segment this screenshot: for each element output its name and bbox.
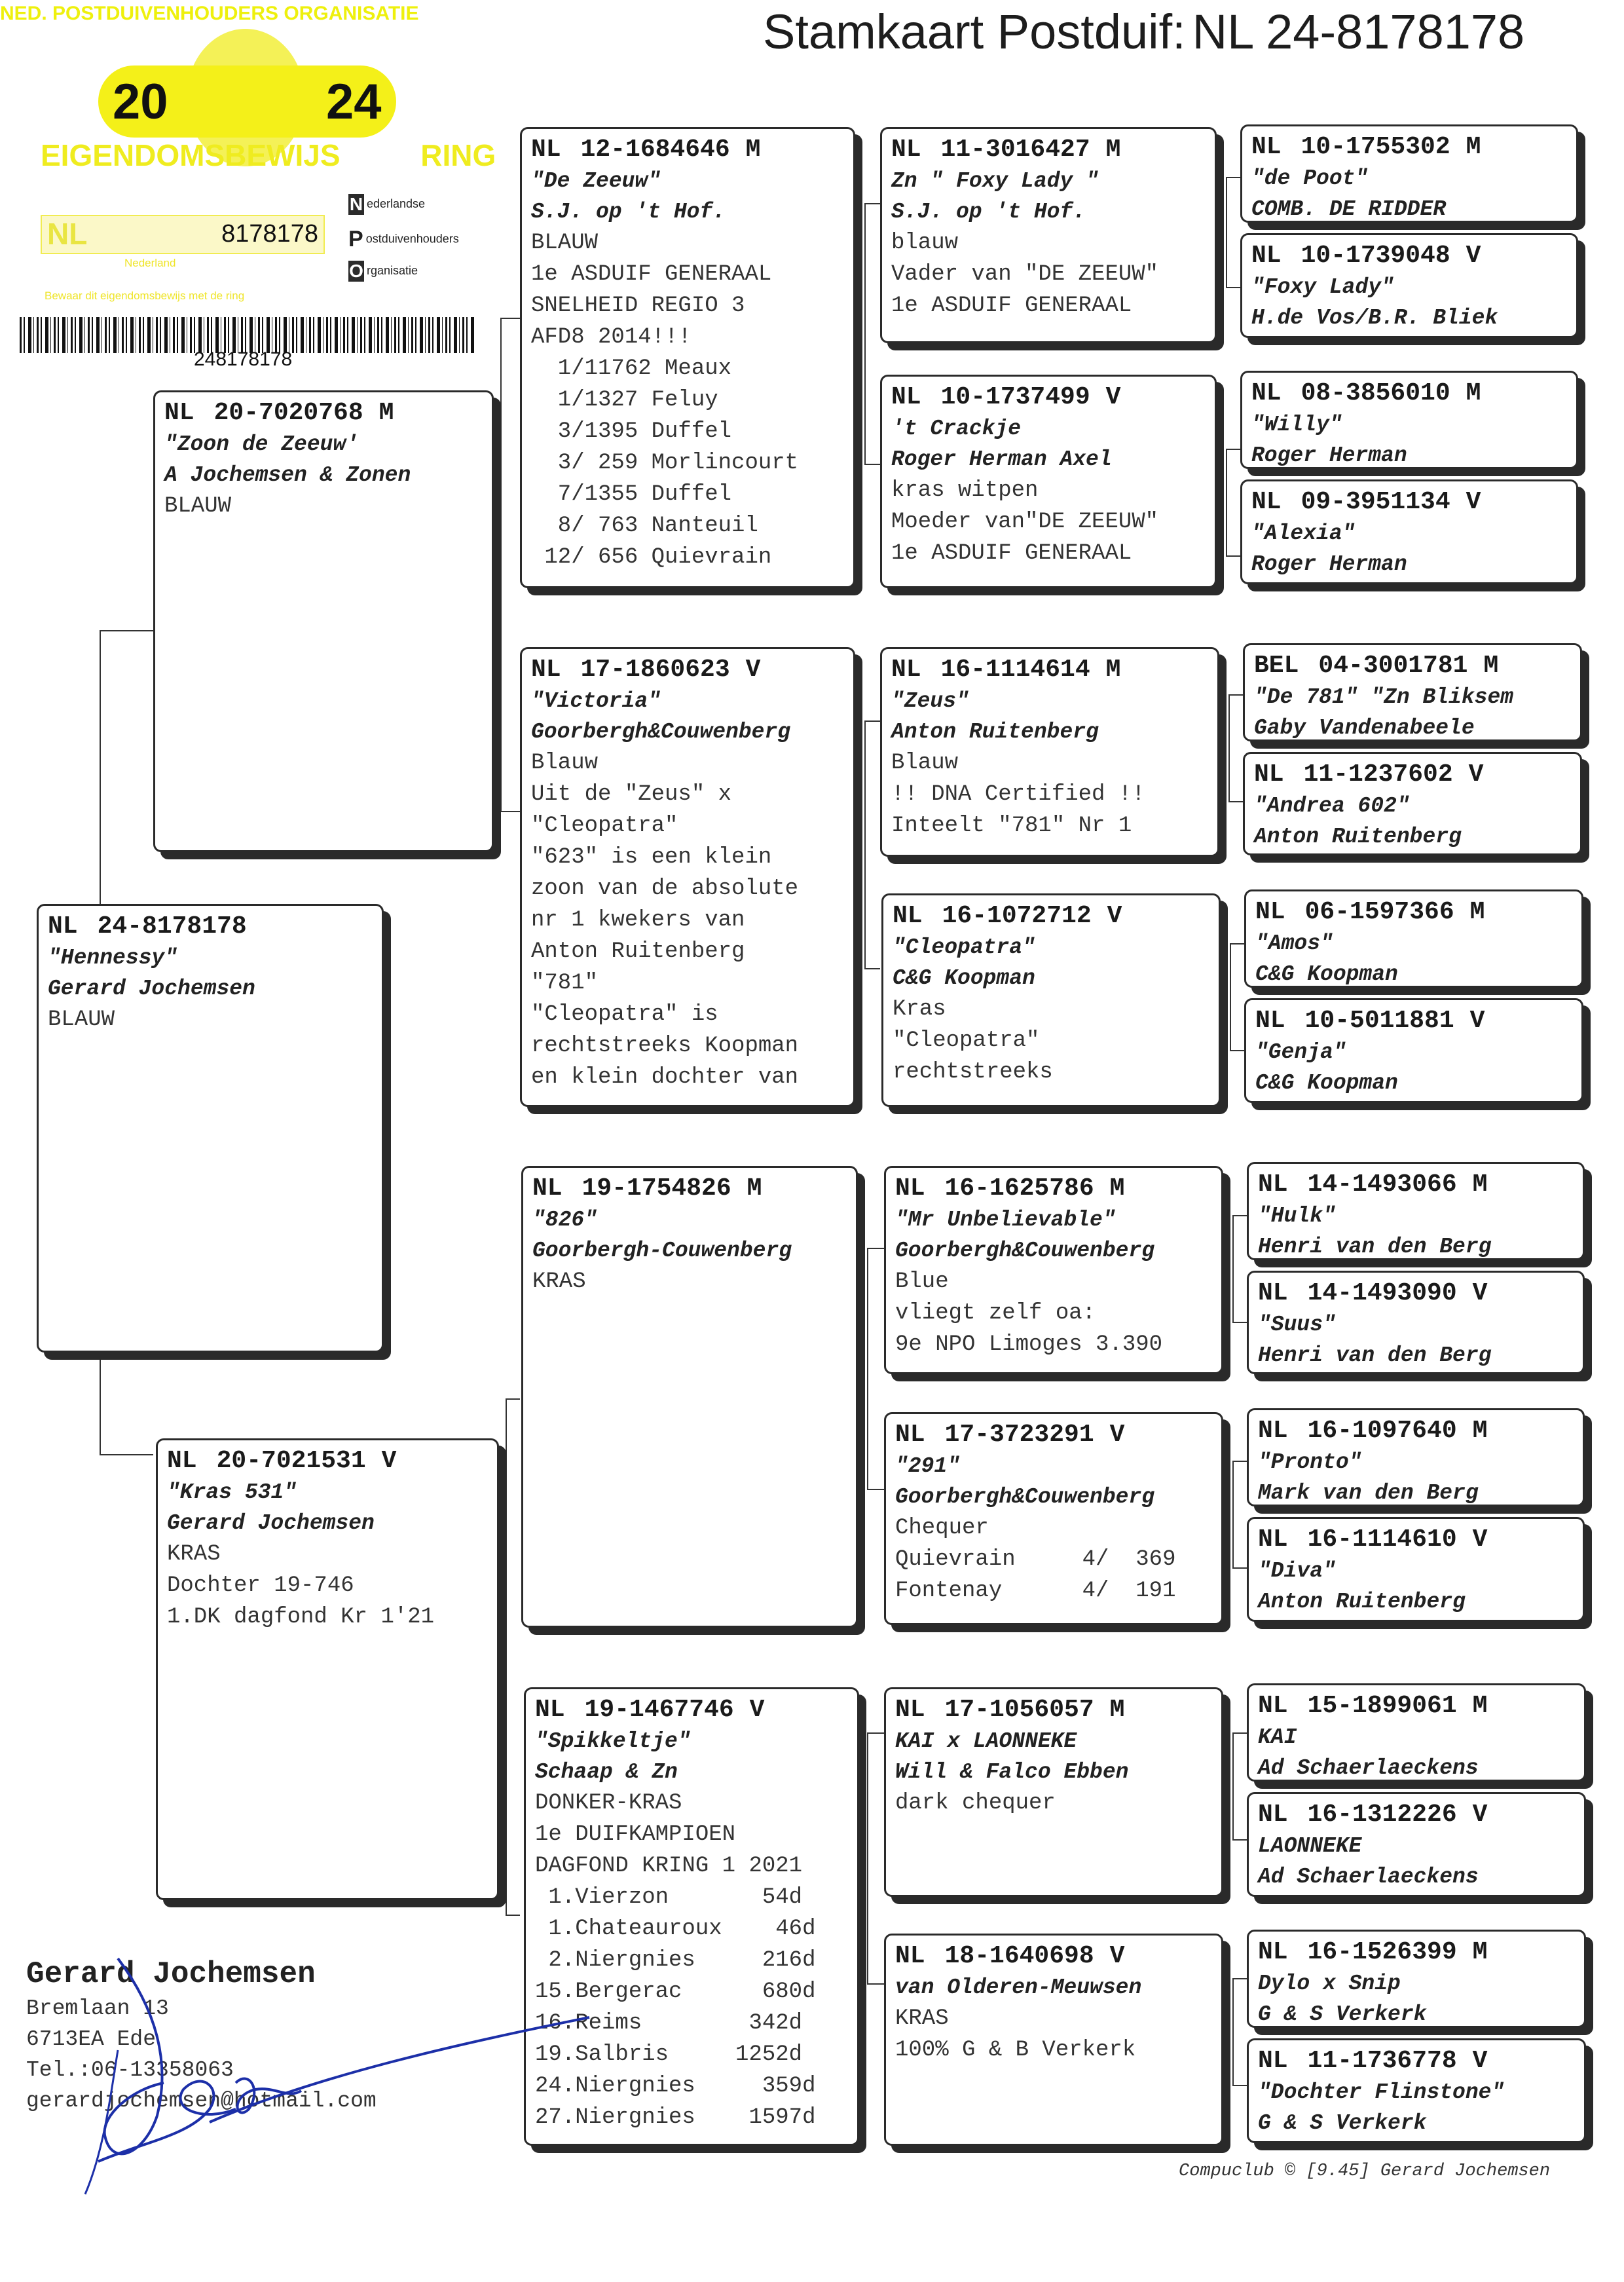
org-header: NED. POSTDUIVENHOUDERS ORGANISATIE xyxy=(0,3,419,24)
pigeon-breeder: Goorbergh&Couwenberg xyxy=(531,720,791,744)
pigeon-breeder: Will & Falco Ebben xyxy=(895,1760,1129,1784)
pigeon-name: Dylo x Snip xyxy=(1258,1972,1401,1996)
pigeon-card-subject: NL 24-8178178 "Hennessy" Gerard Jochemsen BLAUW xyxy=(37,904,384,1353)
pigeon-breeder: S.J. op 't Hof. xyxy=(891,200,1086,224)
pigeon-breeder: S.J. op 't Hof. xyxy=(531,200,726,224)
ownership-title: EIGENDOMSBEWIJS RING xyxy=(41,138,496,172)
pigeon-card-ssdd: NL 09-3951134 V "Alexia" Roger Herman xyxy=(1240,479,1578,584)
pigeon-card-dam: NL 20-7021531 V "Kras 531" Gerard Jochemsen KRAS Dochter 19-746 1.DK dagfond Kr 1'21 xyxy=(156,1438,499,1900)
pigeon-name: "Diva" xyxy=(1258,1559,1336,1583)
pigeon-name: "de Poot" xyxy=(1251,166,1369,191)
pigeon-name: LAONNEKE xyxy=(1258,1834,1362,1858)
pigeon-breeder: Schaap & Zn xyxy=(535,1760,678,1784)
connector-sd xyxy=(864,720,880,969)
pigeon-name: KAI xyxy=(1258,1725,1297,1749)
footer-credit: Compuclub © [9.45] Gerard Jochemsen xyxy=(1179,2161,1551,2181)
pigeon-name: "291" xyxy=(895,1454,961,1478)
year-left: 20 xyxy=(113,74,168,130)
pigeon-card-sds: NL 16-1114614 M "Zeus" Anton Ruitenberg Blauw !! DNA Certified !! Inteelt "781" Nr 1 xyxy=(880,647,1219,857)
barcode-number: 248178178 xyxy=(194,348,293,370)
connector-dd xyxy=(867,1732,884,1985)
pigeon-breeder: H.de Vos/B.R. Bliek xyxy=(1251,306,1498,330)
pigeon-name: 't Crackje xyxy=(891,417,1022,441)
pigeon-name: "Kras 531" xyxy=(167,1480,297,1505)
pigeon-name: "826" xyxy=(532,1208,598,1232)
pigeon-breeder: Anton Ruitenberg xyxy=(1254,825,1462,849)
connector-ss xyxy=(864,203,880,465)
pigeon-name: "Zeus" xyxy=(891,689,969,713)
pigeon-name: "Suus" xyxy=(1258,1313,1336,1337)
small-text-country: Nederland xyxy=(124,257,176,269)
connector-dds xyxy=(1232,1732,1247,1841)
pigeon-breeder: G & S Verkerk xyxy=(1258,2002,1427,2027)
pigeon-name: Zn " Foxy Lady " xyxy=(891,169,1099,193)
pigeon-breeder: Goorbergh&Couwenberg xyxy=(895,1485,1155,1509)
pigeon-breeder: Goorbergh-Couwenberg xyxy=(532,1239,792,1263)
pigeon-breeder: COMB. DE RIDDER xyxy=(1251,197,1447,221)
pigeon-name: "Mr Unbelievable" xyxy=(895,1208,1116,1232)
npo-line-3: O rganisatie xyxy=(349,261,418,281)
pigeon-breeder: Ad Schaerlaeckens xyxy=(1258,1756,1479,1780)
pigeon-breeder: Ad Schaerlaeckens xyxy=(1258,1865,1479,1889)
pigeon-name: KAI x LAONNEKE xyxy=(895,1729,1077,1753)
pigeon-breeder: van Olderen-Meuwsen xyxy=(895,1975,1142,2000)
pigeon-card-dsds: NL 16-1097640 M "Pronto" Mark van den Berg xyxy=(1247,1408,1585,1506)
pigeon-breeder: Henri van den Berg xyxy=(1258,1235,1492,1259)
connector-sss xyxy=(1226,177,1240,288)
pigeon-name: "Genja" xyxy=(1255,1040,1346,1064)
pigeon-breeder: Mark van den Berg xyxy=(1258,1481,1479,1505)
pigeon-card-dsd: NL 17-3723291 V "291" Goorbergh&Couwenberg Chequer Quievrain 4/ 369 Fontenay 4/ 191 xyxy=(884,1412,1223,1625)
pigeon-card-dds: NL 17-1056057 M KAI x LAONNEKE Will & Falco Ebben dark chequer xyxy=(884,1687,1223,1897)
pigeon-breeder: Gerard Jochemsen xyxy=(48,977,255,1001)
pigeon-card-ssd: NL 10-1737499 V 't Crackje Roger Herman Axel kras witpen Moeder van"DE ZEEUW" 1e ASDUIF GENERAAL xyxy=(880,375,1217,588)
pigeon-card-sd: NL 17-1860623 V "Victoria" Goorbergh&Couwenberg Blauw Uit de "Zeus" x "Cleopatra" "623" is een klein zoon van de absolute nr 1 kwekers van Anton Ruitenberg "781" "Cleopatra" is rechtstreeks Koopman en klein dochter van xyxy=(520,647,855,1107)
pigeon-card-dsdd: NL 16-1114610 V "Diva" Anton Ruitenberg xyxy=(1247,1517,1585,1622)
npo-line-1: N ederlandse xyxy=(349,194,426,214)
pigeon-name: "Pronto" xyxy=(1258,1450,1362,1474)
pigeon-name: "Cleopatra" xyxy=(893,935,1035,960)
connector-dam xyxy=(506,1398,520,1916)
pigeon-card-sddd: NL 10-5011881 V "Genja" C&G Koopman xyxy=(1244,998,1583,1103)
small-text-instruction: Bewaar dit eigendomsbewijs met de ring xyxy=(45,290,245,302)
pigeon-name: "De 781" "Zn Bliksem xyxy=(1254,685,1514,709)
pigeon-name: "Willy" xyxy=(1251,413,1342,437)
npo-line-2: Postduivenhouders xyxy=(348,227,459,252)
pigeon-name: "Amos" xyxy=(1255,931,1333,956)
pigeon-card-ss: NL 12-1684646 M "De Zeeuw" S.J. op 't Hof. BLAUW 1e ASDUIF GENERAAL SNELHEID REGIO 3 AFD8 2014!!! 1/11762 Meaux 1/1327 Feluy 3/1395 Duffel 3/ 259 Morlincourt 7/1355 Duffel 8/ 763 Nanteuil 12/ 656 Quievrain xyxy=(520,127,855,588)
connector-ds xyxy=(867,1248,884,1490)
owner-phone: Tel.:06-13358063 xyxy=(26,2058,234,2082)
pigeon-name: "Dochter Flinstone" xyxy=(1258,2080,1505,2104)
pigeon-breeder: Gerard Jochemsen xyxy=(167,1511,375,1535)
pigeon-card-ddsd: NL 16-1312226 V LAONNEKE Ad Schaerlaeckens xyxy=(1247,1792,1586,1897)
owner-address: Bremlaan 13 xyxy=(26,1996,169,2021)
signature-icon xyxy=(39,1919,694,2207)
pigeon-card-sssd: NL 10-1739048 V "Foxy Lady" H.de Vos/B.R. Bliek xyxy=(1240,233,1578,338)
pigeon-breeder: Roger Herman Axel xyxy=(891,447,1112,472)
pigeon-breeder: Goorbergh&Couwenberg xyxy=(895,1239,1155,1263)
pigeon-breeder: Gaby Vandenabeele xyxy=(1254,716,1475,740)
pigeon-breeder: A Jochemsen & Zonen xyxy=(164,463,411,487)
pigeon-name: "Andrea 602" xyxy=(1254,794,1410,818)
connector-dsd xyxy=(1232,1461,1247,1569)
pigeon-card-ssds: NL 08-3856010 M "Willy" Roger Herman xyxy=(1240,371,1578,469)
year-right: 24 xyxy=(326,74,382,130)
pigeon-breeder: Anton Ruitenberg xyxy=(891,720,1099,744)
pigeon-name: "Foxy Lady" xyxy=(1251,275,1394,299)
connector-sdd xyxy=(1230,943,1244,1051)
pigeon-breeder: C&G Koopman xyxy=(1255,962,1398,986)
pigeon-card-ddss: NL 15-1899061 M KAI Ad Schaerlaeckens xyxy=(1247,1683,1586,1782)
owner-postcode: 6713EA Ede xyxy=(26,2027,157,2051)
pigeon-breeder: Henri van den Berg xyxy=(1258,1343,1492,1368)
pigeon-card-dss: NL 16-1625786 M "Mr Unbelievable" Goorbergh&Couwenberg Blue vliegt zelf oa: 9e NPO Limoges 3.390 xyxy=(884,1166,1223,1374)
pigeon-card-dd: NL 19-1467746 V "Spikkeltje" Schaap & Zn DONKER-KRAS 1e DUIFKAMPIOEN DAGFOND KRING 1 2021 1.Vierzon 54d 1.Chateauroux 46d 2.Niergnies 216d 15.Bergerac 680d 16.Reims 342d 19.Salbris 1252d 24.Niergnies 359d 27.Niergnies 1597d xyxy=(524,1687,859,2146)
pigeon-card-ddds: NL 16-1526399 M Dylo x Snip G & S Verkerk xyxy=(1247,1930,1586,2028)
pigeon-breeder: C&G Koopman xyxy=(1255,1071,1398,1095)
owner-email: gerardjochemsen@hotmail.com xyxy=(26,2089,377,2113)
pigeon-name: "Hennessy" xyxy=(48,946,178,970)
barcode xyxy=(20,317,475,353)
pigeon-name: "Victoria" xyxy=(531,689,661,713)
pigeon-card-sss: NL 11-3016427 M Zn " Foxy Lady " S.J. op 't Hof. blauw Vader van "DE ZEEUW" 1e ASDUIF GENERAAL xyxy=(880,127,1217,343)
pigeon-breeder: Roger Herman xyxy=(1251,443,1407,468)
pigeon-card-dsss: NL 14-1493066 M "Hulk" Henri van den Berg xyxy=(1247,1162,1585,1260)
pigeon-breeder: Anton Ruitenberg xyxy=(1258,1590,1466,1614)
pigeon-card-sdds: NL 06-1597366 M "Amos" C&G Koopman xyxy=(1244,889,1583,988)
pigeon-card-sire: NL 20-7020768 M "Zoon de Zeeuw' A Jochemsen & Zonen BLAUW xyxy=(153,390,494,852)
pigeon-card-ds: NL 19-1754826 M "826" Goorbergh-Couwenberg KRAS xyxy=(521,1166,858,1628)
pigeon-card-sdd: NL 16-1072712 V "Cleopatra" C&G Koopman Kras "Cleopatra" rechtstreeks xyxy=(881,893,1221,1107)
pigeon-name: "De Zeeuw" xyxy=(531,169,661,193)
pigeon-name: "Hulk" xyxy=(1258,1204,1336,1228)
owner-name: Gerard Jochemsen xyxy=(26,1957,316,1991)
pigeon-name: "Spikkeltje" xyxy=(535,1729,691,1753)
pigeon-breeder: C&G Koopman xyxy=(893,966,1035,990)
connector-dss xyxy=(1232,1215,1247,1323)
pigeon-name: "Alexia" xyxy=(1251,521,1356,546)
connector-ssd xyxy=(1226,449,1240,557)
pigeon-card-ssss: NL 10-1755302 M "de Poot" COMB. DE RIDDER xyxy=(1240,124,1578,223)
pigeon-card-sdss: BEL 04-3001781 M "De 781" "Zn Bliksem Gaby Vandenabeele xyxy=(1243,643,1582,741)
page-title: Stamkaart Postduif: NL 24-8178178 xyxy=(763,5,1525,59)
connector-ddd xyxy=(1232,1978,1247,2086)
pigeon-name: "Zoon de Zeeuw' xyxy=(164,432,360,457)
pigeon-breeder: Roger Herman xyxy=(1251,552,1407,576)
connector-sds xyxy=(1228,694,1243,802)
pigeon-card-dddd: NL 11-1736778 V "Dochter Flinstone" G & S Verkerk xyxy=(1247,2038,1586,2143)
pigeon-card-ddd: NL 18-1640698 V van Olderen-Meuwsen KRAS 100% G & B Verkerk xyxy=(884,1934,1223,2146)
pigeon-breeder: G & S Verkerk xyxy=(1258,2111,1427,2135)
pigeon-card-sdsd: NL 11-1237602 V "Andrea 602" Anton Ruitenberg xyxy=(1243,752,1582,855)
ring-number-box: NL 8178178 xyxy=(41,215,325,254)
pigeon-card-dssd: NL 14-1493090 V "Suus" Henri van den Berg xyxy=(1247,1271,1585,1374)
connector-sire xyxy=(500,318,520,812)
